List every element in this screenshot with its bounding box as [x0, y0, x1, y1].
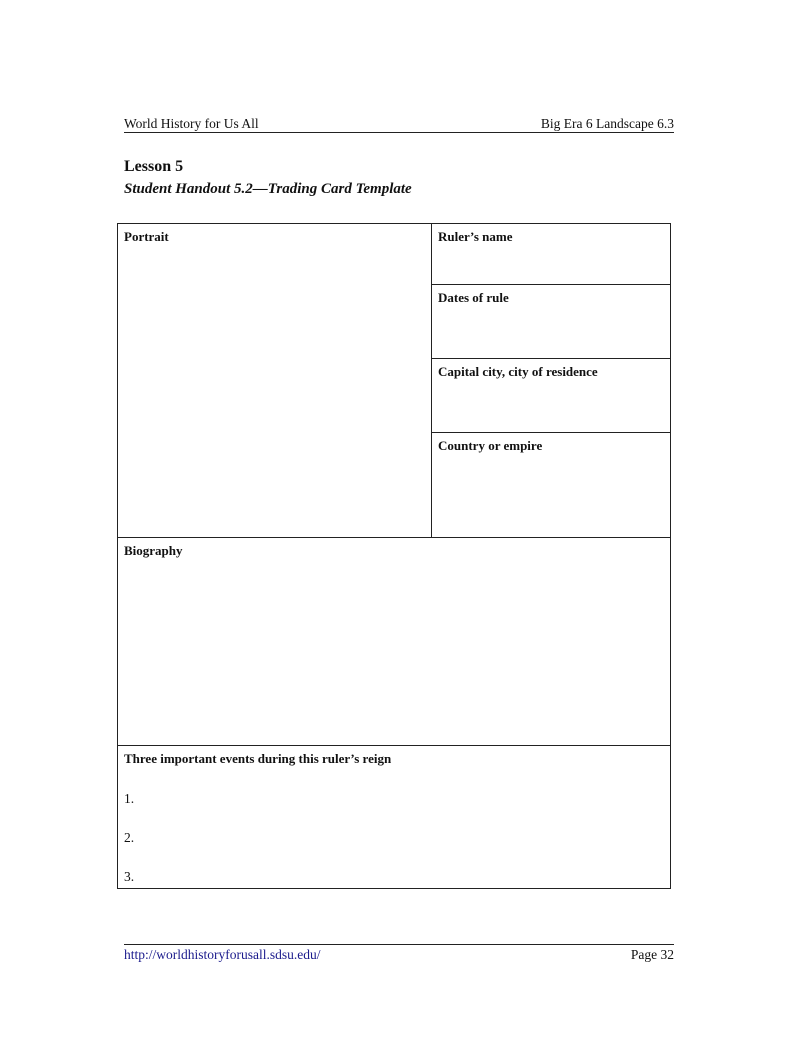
country-label: Country or empire [438, 438, 543, 453]
country-box [432, 433, 670, 538]
events-label: Three important events during this ruler’s reign [124, 751, 392, 766]
capital-city-box [432, 359, 670, 433]
trading-card-template [117, 223, 671, 889]
lesson-title: Lesson 5 [124, 158, 184, 175]
biography-label: Biography [124, 543, 183, 558]
portrait-box [118, 224, 432, 538]
page-header [124, 116, 674, 133]
events-box [118, 746, 670, 888]
dates-of-rule-label: Dates of rule [438, 290, 509, 305]
handout-title: Student Handout 5.2—Trading Card Template [124, 181, 412, 197]
footer-url-link[interactable]: http://worldhistoryforusall.sdsu.edu/ [124, 947, 321, 962]
page-number: Page 32 [630, 947, 674, 962]
header-course-title: World History for Us All [124, 116, 259, 131]
event-number-2: 2. [124, 830, 135, 845]
event-number-1: 1. [124, 791, 135, 806]
biography-box [118, 538, 670, 746]
page-footer [124, 944, 674, 965]
capital-city-label: Capital city, city of residence [438, 364, 598, 379]
ruler-name-label: Ruler’s name [438, 229, 513, 244]
dates-of-rule-box [432, 285, 670, 359]
header-unit-title: Big Era 6 Landscape 6.3 [540, 116, 674, 131]
event-number-3: 3. [124, 869, 135, 884]
portrait-label: Portrait [124, 229, 169, 244]
ruler-name-box [432, 224, 670, 285]
